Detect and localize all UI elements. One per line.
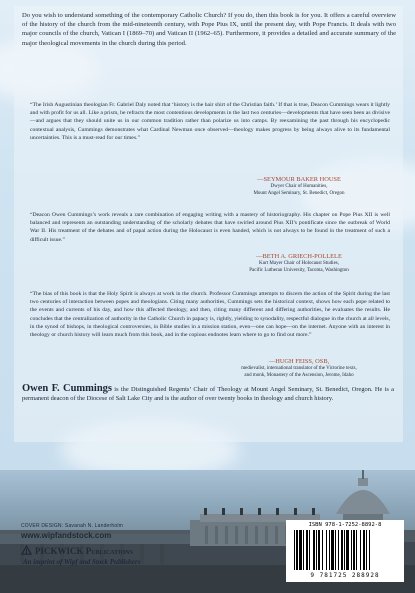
- intro-paragraph: Do you wish to understand something of the contemporary Catholic Church? If you do, then this book is for you. It offers a careful overview of the history of the church from the mid-nineteenth century, with Pope Pius IX, until the present day, with Pope Francis. It deals with two major councils of the church, Vatican I (1869–70) and Vatican II (1962–65). Furthermore, it provides a detailed and accurate summary of the major theological movements in the church during this period.: [22, 12, 396, 47]
- endorser-title: Kurt Mayer Chair of Holocaust Studies,: [259, 261, 339, 266]
- publisher-website: www.wipfandstock.com: [21, 531, 112, 540]
- isbn-barcode: [286, 520, 404, 582]
- endorser-title: medievalist, international translator of the Victorine texts,: [241, 366, 357, 371]
- author-name: Owen F. Cummings: [22, 383, 112, 394]
- endorser-affiliation: Pacific Lutheran University, Tacoma, Washington: [249, 267, 349, 273]
- publisher-imprint: An imprint of Wipf and Stock Publishers: [23, 558, 141, 566]
- endorsement-quote-1: “The Irish Augustinian theologian Fr. Gabriel Daly noted that ‘history is the hair shirt of the Christian faith.’ If that is true, Deacon Cummings wears it lightly and with profit for us all. Like a prism, he refracts the most contentious developments in the last two centuries—developments that have seen been as divisive—and argues that they should unite us in our common tradition rather than polarize us into camps. By reexamining the past through his encyclopedic contextual analysis, Cummings demonstrates what Cardinal Newman once observed—theology makes progress by being always alive to its fundamental uncertainties. This is a must-read for our times.”: [30, 102, 390, 141]
- endorser-name: —BETH A. GRIECH-POLLELE: [256, 253, 342, 260]
- endorser-affiliation: and monk, Monastery of the Ascension, Jerome, Idaho: [244, 372, 354, 378]
- barcode-number: 9 781725 288928: [310, 572, 380, 579]
- isbn-text: ISBN 978-1-7252-8892-8: [308, 522, 382, 528]
- author-bio: [22, 384, 394, 403]
- endorser-name: —SEYMOUR BAKER HOUSE: [257, 176, 341, 183]
- endorsement-quote-2: “Deacon Owen Cummings’s work reveals a rare combination of engaging writing with a mastery of historiography. His chapter on Pope Pius XII is well balanced and represents an outstanding understanding of the scholarly debates that have swirled around Pius XII’s pontificate since the outbreak of World War II. His treatment of the debates and of papal action during the Holocaust is even handed, which is not always to be found in the treatment of such a difficult issue.”: [30, 212, 390, 243]
- endorsement-attribution-3: [214, 358, 384, 379]
- author-bio-text: is the Distinguished Regents’ Chair of Theology at Mount Angel Seminary, St. Benedict, Oregon. He is a permanent deacon of the Diocese of Salt Lake City and is the author of over twenty books in theology and church history.: [22, 386, 394, 402]
- publisher-line: [21, 545, 133, 556]
- endorser-title: Dwyer Chair of Humanities,: [270, 184, 328, 189]
- endorsement-attribution-1: [214, 176, 384, 197]
- publisher-name: PICKWICK Publications: [35, 545, 133, 556]
- cover-design-credit: COVER DESIGN: Savanah N. Landerholm: [21, 523, 124, 529]
- endorser-affiliation: Mount Angel Seminary, St. Benedict, Oregon: [253, 190, 345, 196]
- endorsement-quote-3: “The bias of this book is that the Holy Spirit is always at work in the church. Professor Cummings attempts to discern the action of the Spirit during the last two centuries of interaction between popes and theologians. Citing many authorities, Cummings sets the historical context, shows how each pope related to the events and currents of his day, and how this affected theology, and then, citing many different and differing authorities, he evaluates the results. He concludes that the centralization of authority in the Catholic Church in papacy is, rightly, yielding to synodality, respectful dialogue in the church at all levels, in the synod of bishops, in theological controversies, in Bible studies in a mission station, even—one can hope—on the internet. Anyone with an interest in theology or church history will learn much from this book, and in the copious endnotes learn where to go to find out more.”: [30, 291, 390, 339]
- barcode-bars: [292, 530, 398, 572]
- endorsement-attribution-2: [214, 253, 384, 274]
- endorser-name: —HUGH FEISS, OSB,: [268, 358, 330, 365]
- publisher-logo-icon: [21, 545, 32, 556]
